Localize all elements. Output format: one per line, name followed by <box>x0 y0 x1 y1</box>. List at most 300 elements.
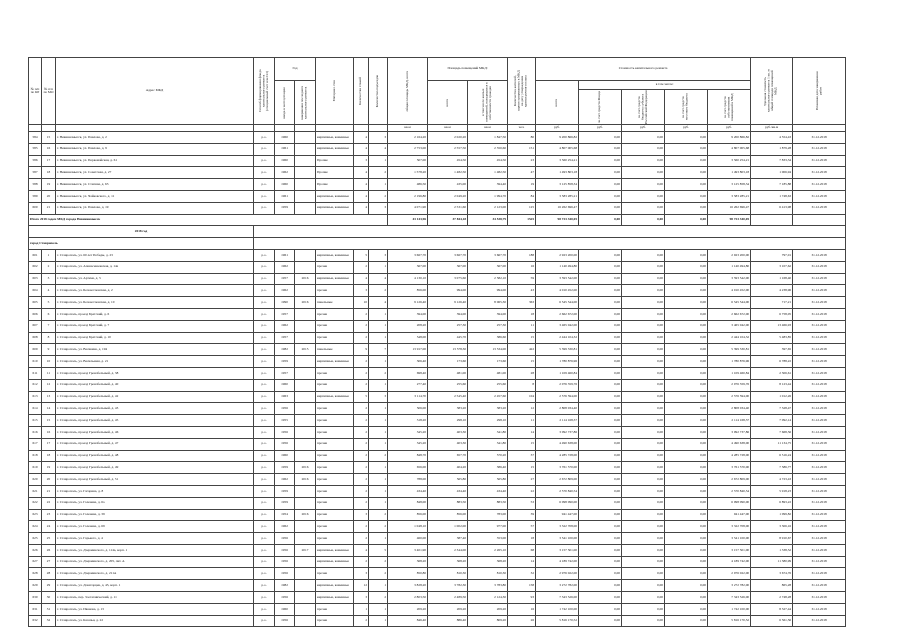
cell-year-built: 1955 <box>275 415 295 427</box>
cell-num-mo: 12 <box>42 379 56 391</box>
cell-floors: 2 <box>354 556 369 568</box>
cell-cost-fund: 0,00 <box>579 132 622 144</box>
cell-entrances: 1 <box>369 426 388 438</box>
cell-num-kr: 617 <box>29 438 42 450</box>
cell-cost-region: 0,00 <box>622 261 665 273</box>
cell-cost-local: 0,00 <box>665 249 708 261</box>
cell-num-mo: 16 <box>42 143 56 155</box>
table-row <box>29 391 846 403</box>
cell-entrances: 1 <box>369 415 388 427</box>
cell-cost-total: 1 109 460,84 <box>536 367 579 379</box>
table-row <box>29 308 846 320</box>
cell-cost-region: 0,00 <box>622 603 665 615</box>
cell-cost-region: 0,00 <box>622 379 665 391</box>
cell-area-total: 481,00 <box>428 367 468 379</box>
cell-address: г. Ставрополь, проезд Братский, д. 7 <box>56 320 254 332</box>
cell-num-mo: 32 <box>42 615 56 627</box>
cell-cost-region: 0,00 <box>622 450 665 462</box>
cell-area-res: 386,60 <box>468 332 508 344</box>
unit-floors <box>354 125 369 132</box>
cell-entrances: 2 <box>369 556 388 568</box>
cell-cost-total: 3 541 100,00 <box>536 533 579 545</box>
cell-residents: 158 <box>508 580 536 592</box>
cell-cost-fund: 0,00 <box>579 391 622 403</box>
cell-cost-fund: 0,00 <box>579 308 622 320</box>
cell-num-mo: 21 <box>42 202 56 214</box>
table-row <box>29 367 846 379</box>
cell-entrances: 1 <box>369 332 388 344</box>
cell-cost-local: 0,00 <box>665 379 708 391</box>
cell-residents: 47 <box>508 167 536 179</box>
cell-cost-fund: 0,00 <box>579 403 622 415</box>
cell-year-repair <box>295 190 316 202</box>
cell-unit-cost: 6 516,24 <box>751 450 793 462</box>
cell-unit-cost: 3 674,76 <box>751 568 793 580</box>
cell-area-res: 1 847,50 <box>468 132 508 144</box>
cell-planned-date: 31.12.2018 <box>793 580 846 592</box>
table-body-stavropol <box>29 249 846 627</box>
cell-cost-owners: 4 010 452,00 <box>708 285 751 297</box>
cell-unit-cost: 7 185,88 <box>751 179 793 191</box>
cell-address: г. Ставрополь, проезд Гренобельный, д. 49 <box>56 462 254 474</box>
cell-area-res: 2 265,10 <box>468 544 508 556</box>
cell-wall-material: прочие <box>316 261 354 273</box>
header-fund-method: Способ формирования фонда капитального ремонта (специальный счет или СО) <box>254 58 275 125</box>
cell-cost-region: 0,00 <box>622 320 665 332</box>
cell-cost-fund: 0,00 <box>579 485 622 497</box>
cell-unit-cost: 5 918,23 <box>751 485 793 497</box>
cell-fund-method: р.о. <box>254 167 275 179</box>
cell-total-area: 506,00 <box>388 403 428 415</box>
header-area-total: всего <box>428 81 468 125</box>
cell-area-res: 257,30 <box>468 320 508 332</box>
cell-residents: 15 <box>508 332 536 344</box>
header-cost-local: за счет средств местного бюджета <box>665 90 708 125</box>
cell-area-total: 3 782,30 <box>428 580 468 592</box>
cell-cost-owners: 2 444 104,32 <box>708 332 751 344</box>
cell-num-kr: 621 <box>29 485 42 497</box>
cell-num-mo: 1 <box>42 249 56 261</box>
cell-cost-region: 0,00 <box>622 615 665 627</box>
cell-residents: 15 <box>508 356 536 368</box>
cell-year-repair <box>295 438 316 450</box>
cell-residents: 8 <box>508 379 536 391</box>
cell-cost-local: 0,00 <box>665 615 708 627</box>
cell-floors: 4 <box>354 544 369 556</box>
table-row <box>29 273 846 285</box>
cell-cost-local: 0,00 <box>665 509 708 521</box>
header-cost-total: всего <box>536 81 579 125</box>
cell-cost-total: 7 343 526,00 <box>536 592 579 604</box>
cell-address: г. Невинномысск, ул. Павлова, д. 19 <box>56 202 254 214</box>
cell-entrances: 1 <box>369 155 388 167</box>
cell-residents: 363 <box>508 297 536 309</box>
cell-unit-cost: 4 238,96 <box>751 285 793 297</box>
cell-cost-fund: 0,00 <box>579 603 622 615</box>
cell-cost-fund: 0,00 <box>579 202 622 214</box>
cell-num-kr: 584 <box>29 132 42 144</box>
cell-fund-method: р.о. <box>254 379 275 391</box>
cell-floors: 2 <box>354 485 369 497</box>
cell-planned-date: 31.12.2018 <box>793 415 846 427</box>
cell-cost-region: 0,00 <box>622 556 665 568</box>
cell-unit-cost: 1 006,94 <box>751 167 793 179</box>
cell-wall-material: прочие <box>316 497 354 509</box>
cell-address: г. Ставрополь, ул. Дзержинского, д. 114а, корп. 1 <box>56 544 254 556</box>
cell-total-area: 318,20 <box>388 415 428 427</box>
cell-area-res: 883,50 <box>468 497 508 509</box>
header-repair-cost: Стоимость капитального ремонта <box>536 58 751 81</box>
cell-unit-cost: 797,01 <box>751 249 793 261</box>
cell-cost-local: 0,00 <box>665 308 708 320</box>
cell-year-built: 1959 <box>275 497 295 509</box>
cell-year-built: 1982 <box>275 580 295 592</box>
cell-residents: 39 <box>508 509 536 521</box>
header-cost-owners: за счет средств собственников помещений в МКД <box>708 90 751 125</box>
cell-floors: 2 <box>354 474 369 486</box>
cell-cost-total: 3 560 254,21 <box>536 155 579 167</box>
total-area-res: 34 538,79 <box>468 214 508 226</box>
cell-cost-owners: 3 322 708,00 <box>708 521 751 533</box>
cell-residents: 22 <box>508 485 536 497</box>
cell-num-kr: 616 <box>29 426 42 438</box>
cell-area-total: 2 531,60 <box>428 202 468 214</box>
cell-year-built: 1990 <box>275 297 295 309</box>
cell-cost-region: 0,00 <box>622 415 665 427</box>
cell-num-kr: 622 <box>29 497 42 509</box>
cell-total-area: 3 401,90 <box>388 544 428 556</box>
cell-floors: 3 <box>354 155 369 167</box>
cell-cost-owners: 3 272 782,00 <box>708 580 751 592</box>
cell-fund-method: р.о. <box>254 202 275 214</box>
cell-wall-material: кирпичные, каменные <box>316 580 354 592</box>
cell-total-area: 3 828,20 <box>388 580 428 592</box>
cell-floors: 1 <box>354 603 369 615</box>
cell-cost-local: 0,00 <box>665 438 708 450</box>
cell-fund-method: р.о. <box>254 568 275 580</box>
cell-residents: 43 <box>508 285 536 297</box>
cell-year-repair <box>295 285 316 297</box>
cell-unit-cost: 3 107,62 <box>751 261 793 273</box>
total-owners: 98 723 340,05 <box>708 214 751 226</box>
cell-total-area: 13 917,00 <box>388 344 428 356</box>
cell-cost-total: 3 583 285,21 <box>536 190 579 202</box>
cell-floors: 3 <box>354 568 369 580</box>
cell-num-mo: 7 <box>42 320 56 332</box>
cell-area-total: 173,60 <box>428 356 468 368</box>
table-row <box>29 544 846 556</box>
cell-cost-total: 4 490 638,00 <box>536 438 579 450</box>
cell-cost-fund: 0,00 <box>579 167 622 179</box>
cell-entrances: 4 <box>369 143 388 155</box>
cell-cost-region: 0,00 <box>622 273 665 285</box>
cell-num-kr: 601 <box>29 249 42 261</box>
cell-year-built: 1956 <box>275 533 295 545</box>
cell-address: г. Невинномысск, ул. Первомайская, д. 61 <box>56 155 254 167</box>
cell-planned-date: 31.12.2018 <box>793 143 846 155</box>
cell-year-repair <box>295 167 316 179</box>
cell-unit-cost: 1 879,28 <box>751 143 793 155</box>
cell-year-built: 1959 <box>275 356 295 368</box>
cell-area-res: 1 994,70 <box>468 190 508 202</box>
cell-total-area: 434,40 <box>388 485 428 497</box>
header-address: Адрес МКД <box>56 58 254 125</box>
cell-cost-total: 3 761 570,00 <box>536 462 579 474</box>
cell-area-res: 2 124,30 <box>468 592 508 604</box>
cell-year-repair <box>295 356 316 368</box>
cell-entrances: 2 <box>369 592 388 604</box>
cell-cost-region: 0,00 <box>622 367 665 379</box>
table-row <box>29 592 846 604</box>
cell-fund-method: р.о. <box>254 143 275 155</box>
table-row <box>29 556 846 568</box>
cell-cost-region: 0,00 <box>622 391 665 403</box>
cell-cost-owners: 1 742 100,00 <box>708 603 751 615</box>
cell-cost-region: 0,00 <box>622 167 665 179</box>
cell-cost-fund: 0,00 <box>579 356 622 368</box>
cell-cost-owners: 3 761 570,00 <box>708 462 751 474</box>
cell-unit-cost: 11 134,75 <box>751 438 793 450</box>
unit-year-repair <box>295 125 316 132</box>
cell-cost-local: 0,00 <box>665 474 708 486</box>
cell-cost-local: 0,00 <box>665 344 708 356</box>
units-row <box>29 125 846 132</box>
cell-area-res: 2 582,10 <box>468 273 508 285</box>
cell-area-res: 255,60 <box>468 379 508 391</box>
cell-floors: 4 <box>354 190 369 202</box>
cell-floors: 5 <box>354 249 369 261</box>
cell-area-total: 810,30 <box>428 568 468 580</box>
cell-unit-cost: 4 723,43 <box>751 474 793 486</box>
cell-address: г. Ставрополь, ул. Апанасенковская, д. 14а <box>56 261 254 273</box>
cell-num-kr: 629 <box>29 580 42 592</box>
year-row <box>29 226 846 238</box>
cell-cost-total: 2 576 594,00 <box>536 391 579 403</box>
cell-area-total: 9 126,40 <box>428 297 468 309</box>
table-row <box>29 603 846 615</box>
cell-wall-material: панельные <box>316 344 354 356</box>
cell-entrances: 5 <box>369 544 388 556</box>
cell-num-mo: 25 <box>42 533 56 545</box>
cell-year-repair <box>295 415 316 427</box>
cell-residents: 53 <box>508 497 536 509</box>
cell-planned-date: 31.12.2018 <box>793 403 846 415</box>
cell-year-repair <box>295 403 316 415</box>
cell-num-mo: 28 <box>42 568 56 580</box>
cell-num-kr: 626 <box>29 544 42 556</box>
cell-cost-local: 0,00 <box>665 521 708 533</box>
cell-cost-local: 0,00 <box>665 179 708 191</box>
cell-cost-local: 0,00 <box>665 426 708 438</box>
cell-floors: 2 <box>354 521 369 533</box>
cell-cost-local: 0,00 <box>665 155 708 167</box>
cell-cost-local: 0,00 <box>665 568 708 580</box>
cell-wall-material: кирпичные, каменные <box>316 273 354 285</box>
cell-entrances: 1 <box>369 580 388 592</box>
cell-cost-fund: 0,00 <box>579 580 622 592</box>
cell-residents: 19 <box>508 179 536 191</box>
cell-fund-method: р.о. <box>254 462 275 474</box>
cell-fund-method: р.о. <box>254 285 275 297</box>
cell-cost-owners: 1 109 460,84 <box>708 367 751 379</box>
cell-planned-date: 31.12.2018 <box>793 261 846 273</box>
cell-cost-fund: 0,00 <box>579 415 622 427</box>
cell-total-area: 1 578,20 <box>388 167 428 179</box>
cell-cost-total: 3 465 042,00 <box>536 320 579 332</box>
cell-cost-owners: 5 816 170,52 <box>708 615 751 627</box>
cell-num-mo: 23 <box>42 509 56 521</box>
table-row <box>29 261 846 273</box>
cell-fund-method: р.о. <box>254 308 275 320</box>
cell-residents: 28 <box>508 367 536 379</box>
cell-cost-fund: 0,00 <box>579 297 622 309</box>
cell-entrances: 3 <box>369 132 388 144</box>
cell-floors: 4 <box>354 143 369 155</box>
cell-wall-material: Прочие <box>316 167 354 179</box>
unit-planned-date <box>793 125 846 132</box>
cell-residents: 15 <box>508 462 536 474</box>
cell-cost-region: 0,00 <box>622 509 665 521</box>
cell-cost-total: 2 076 359,76 <box>536 379 579 391</box>
cell-address: г. Невинномысск, ул. Чайковского, д. 11 <box>56 190 254 202</box>
cell-year-built: 1961 <box>275 143 295 155</box>
cell-cost-fund: 0,00 <box>579 544 622 556</box>
cell-wall-material: кирпичные, каменные <box>316 544 354 556</box>
cell-num-kr: 619 <box>29 462 42 474</box>
cell-planned-date: 31.12.2018 <box>793 556 846 568</box>
cell-residents: 23 <box>508 155 536 167</box>
cell-year-built: 1962 <box>275 167 295 179</box>
year-label: 2018 год <box>29 226 254 238</box>
cell-wall-material: кирпичные, каменные <box>316 592 354 604</box>
unit-entrances <box>369 125 388 132</box>
cell-area-total: 367,00 <box>428 261 468 273</box>
cell-fund-method: р.о. <box>254 521 275 533</box>
cell-wall-material: прочие <box>316 308 354 320</box>
cell-cost-total: 2 444 104,32 <box>536 332 579 344</box>
header-cost-region: за счет средств бюджета субъекта Российской Федерации <box>622 90 665 125</box>
cell-unit-cost: 717,21 <box>751 297 793 309</box>
cell-num-mo: 26 <box>42 544 56 556</box>
header-year-last-repair: завершения последнего капитального ремонта <box>295 81 316 125</box>
cell-cost-owners: 2 576 594,00 <box>708 391 751 403</box>
cell-area-total: 2 344,00 <box>428 544 468 556</box>
cell-floors: 5 <box>354 391 369 403</box>
cell-fund-method: р.о. <box>254 356 275 368</box>
cell-fund-method: р.о. <box>254 273 275 285</box>
cell-cost-local: 0,00 <box>665 273 708 285</box>
table-row <box>29 497 846 509</box>
cell-year-repair <box>295 132 316 144</box>
cell-address: г. Ставрополь, ул. Васильевая, д. 21 <box>56 356 254 368</box>
unit-cost-total: руб. <box>536 125 579 132</box>
cell-num-mo: 31 <box>42 603 56 615</box>
cell-area-res: 383,20 <box>468 403 508 415</box>
cell-cost-total: 1 780 876,96 <box>536 356 579 368</box>
cell-planned-date: 31.12.2018 <box>793 155 846 167</box>
cell-year-built: 1961 <box>275 190 295 202</box>
cell-total-area: 848,00 <box>388 497 428 509</box>
cell-cost-fund: 0,00 <box>579 320 622 332</box>
cell-residents: 12 <box>508 403 536 415</box>
cell-fund-method: р.о. <box>254 450 275 462</box>
cell-planned-date: 31.12.2018 <box>793 132 846 144</box>
cell-year-repair <box>295 615 316 627</box>
cell-total-area: 848,70 <box>388 450 428 462</box>
cell-num-kr: 603 <box>29 273 42 285</box>
cell-area-total: 886,40 <box>428 615 468 627</box>
total-fund: 0,00 <box>579 214 622 226</box>
total-total-area: 43 143,96 <box>388 214 428 226</box>
cell-cost-local: 0,00 <box>665 320 708 332</box>
table-row <box>29 285 846 297</box>
header-total-area: общая площадь МКД, всего <box>388 58 428 125</box>
cell-cost-total: 4 189 742,00 <box>536 556 579 568</box>
cell-planned-date: 31.12.2018 <box>793 297 846 309</box>
cell-area-total: 3 667,70 <box>428 249 468 261</box>
cell-planned-date: 31.12.2018 <box>793 320 846 332</box>
cell-year-built: 1982 <box>275 344 295 356</box>
cell-fund-method: р.о. <box>254 580 275 592</box>
cell-cost-local: 0,00 <box>665 485 708 497</box>
cell-num-mo: 16 <box>42 426 56 438</box>
cell-unit-cost: 6 893,22 <box>751 497 793 509</box>
cell-entrances: 3 <box>369 391 388 403</box>
cell-unit-cost: 1 012,26 <box>751 391 793 403</box>
cell-wall-material: прочие <box>316 285 354 297</box>
cell-year-built: 1957 <box>275 332 295 344</box>
cell-floors: 3 <box>354 285 369 297</box>
cell-floors: 2 <box>354 308 369 320</box>
cell-cost-local: 0,00 <box>665 544 708 556</box>
cell-planned-date: 31.12.2018 <box>793 521 846 533</box>
cell-num-mo: 9 <box>42 344 56 356</box>
cell-floors: 4 <box>354 202 369 214</box>
cell-cost-region: 0,00 <box>622 190 665 202</box>
cell-fund-method: р.о. <box>254 190 275 202</box>
cell-cost-region: 0,00 <box>622 544 665 556</box>
cell-entrances: 1 <box>369 603 388 615</box>
cell-area-res: 394,00 <box>468 308 508 320</box>
cell-address: г. Ставрополь, проезд Гренобельный, д. 51 <box>56 474 254 486</box>
cell-num-mo: 20 <box>42 190 56 202</box>
cell-entrances: 1 <box>369 497 388 509</box>
cell-unit-cost: 397,65 <box>751 344 793 356</box>
cell-year-built: 1960 <box>275 155 295 167</box>
cell-residents: 14 <box>508 556 536 568</box>
cell-wall-material: прочие <box>316 320 354 332</box>
header-cost-fund: за счет средств Фонда <box>579 90 622 125</box>
cell-area-res: 3 667,70 <box>468 249 508 261</box>
cell-floors: 2 <box>354 379 369 391</box>
table-row <box>29 132 846 144</box>
table-row <box>29 155 846 167</box>
cell-floors: 4 <box>354 273 369 285</box>
cell-area-total: 1 482,50 <box>428 167 468 179</box>
cell-year-repair <box>295 485 316 497</box>
unit-total-area: кв.м <box>388 125 428 132</box>
cell-address: г. Ставрополь, ул. Горького, д. 4 <box>56 533 254 545</box>
cell-area-res: 2 123,00 <box>468 202 508 214</box>
cell-cost-region: 0,00 <box>622 568 665 580</box>
table-row <box>29 485 846 497</box>
cell-total-area: 209,20 <box>388 603 428 615</box>
cell-cost-fund: 0,00 <box>579 344 622 356</box>
cell-area-res: 2 457,60 <box>468 391 508 403</box>
header-unit-cost: Удельная стоимость капитального ремонта 1 кв. м общей площади помещений МКД <box>751 58 793 125</box>
cell-address: г. Ставрополь, ул. Дзержинского, д. 211А <box>56 568 254 580</box>
cell-num-kr: 623 <box>29 509 42 521</box>
